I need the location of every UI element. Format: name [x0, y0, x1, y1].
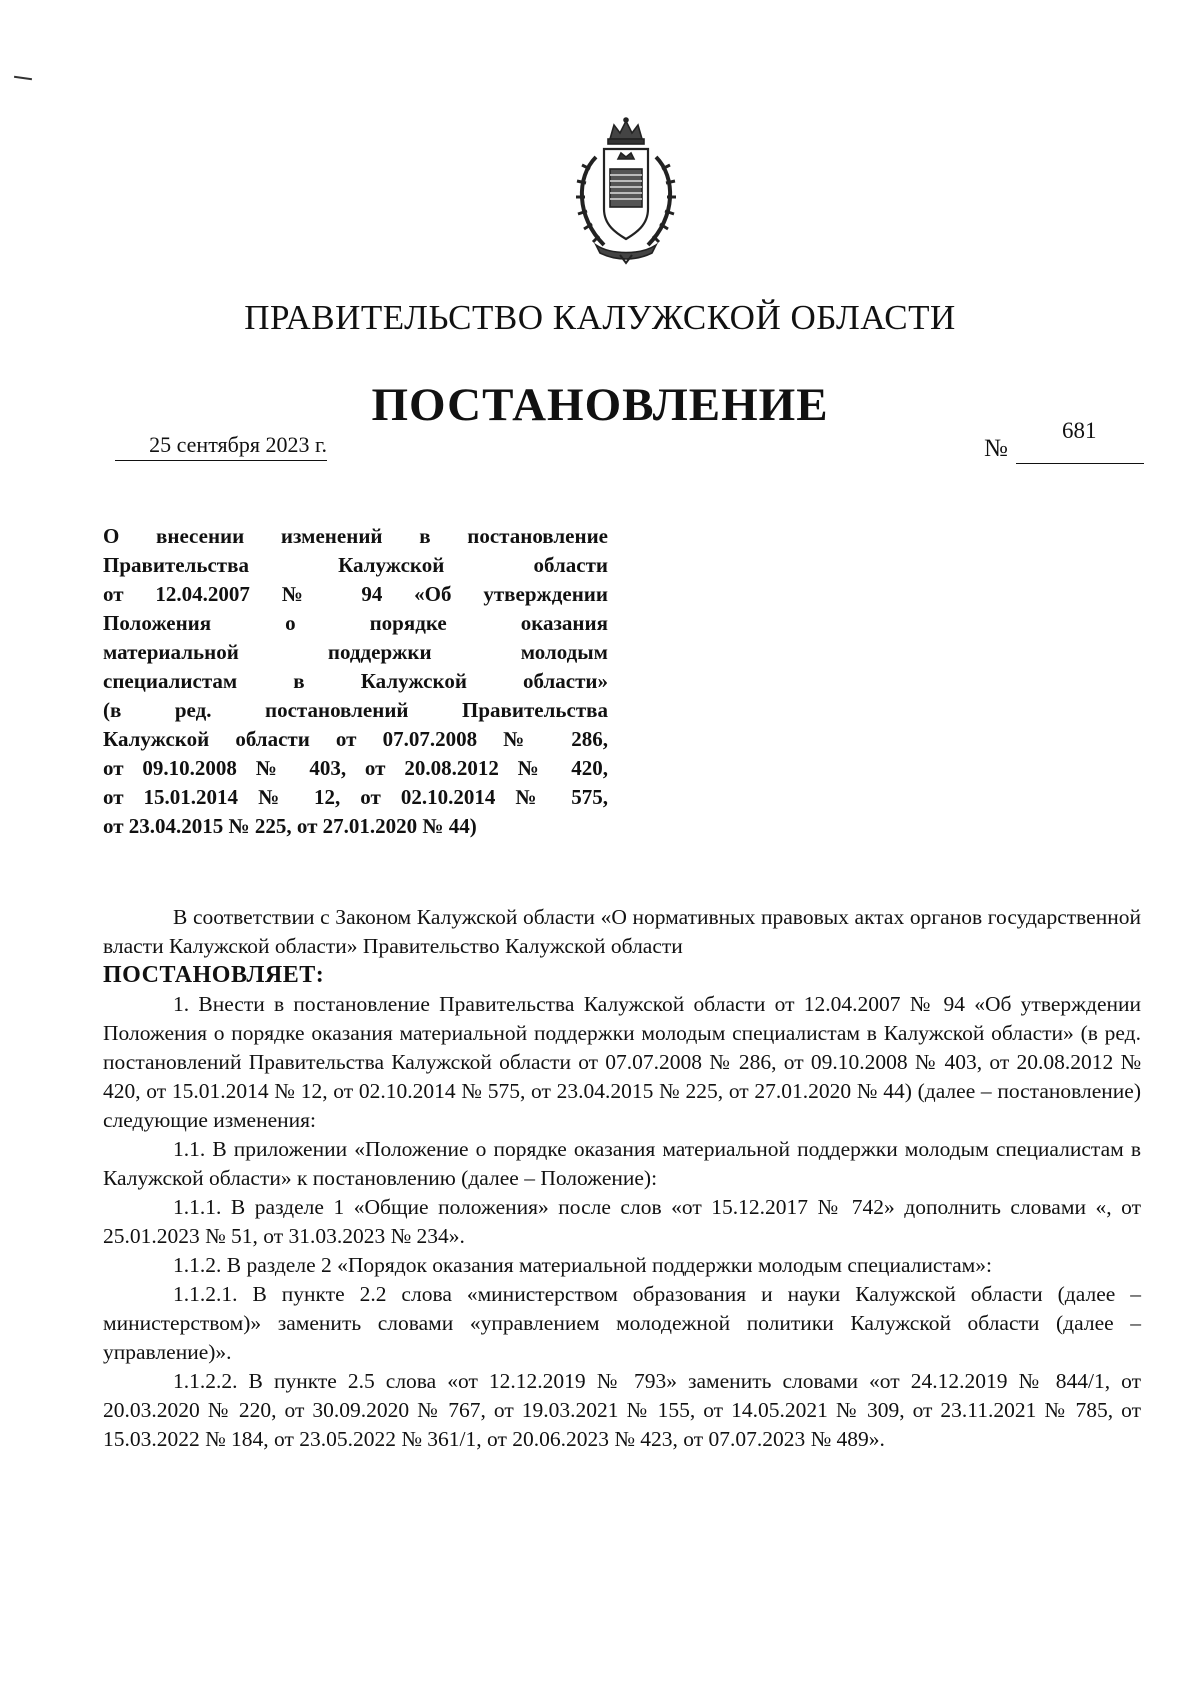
- subject-line: от 23.04.2015 № 225, от 27.01.2020 № 44): [103, 814, 477, 838]
- document-number: 681: [1062, 418, 1097, 443]
- subject-line: материальной поддержки молодым: [103, 640, 608, 664]
- paragraph-1: 1. Внести в постановление Правительства Калужской области от 12.04.2007 № 94 «Об утверждении Положения о порядке оказания материальной поддержки молодым специалистам в Калужской области» (в ред. постановлений Правительства Калужской области от 07.07.2008 № 286, от 09.10.2008 № 403, от 20.08.2012 № 420, от 15.01.2014 № 12, от 02.10.2014 № 575, от 23.04.2015 № 225, от 27.01.2020 № 44) (далее – постановление) следующие изменения:: [103, 992, 1141, 1132]
- subject-line: (в ред. постановлений Правительства: [103, 698, 608, 722]
- document-body: [103, 903, 1141, 1454]
- subject-line: от 09.10.2008 № 403, от 20.08.2012 № 420,: [103, 756, 608, 780]
- number-underline: [1016, 463, 1144, 464]
- government-title: ПРАВИТЕЛЬСТВО КАЛУЖСКОЙ ОБЛАСТИ: [244, 298, 956, 337]
- subject-line: от 15.01.2014 № 12, от 02.10.2014 № 575,: [103, 785, 608, 809]
- subject-line: Правительства Калужской области: [103, 553, 608, 577]
- paragraph-1-1: 1.1. В приложении «Положение о порядке оказания материальной поддержки молодым специалистам в Калужской области» к постановлению (далее – Положение):: [103, 1137, 1141, 1190]
- document-date: 25 сентября 2023 г.: [115, 432, 327, 461]
- document-subject: [103, 522, 608, 841]
- paragraph-1-1-1: 1.1.1. В разделе 1 «Общие положения» после слов «от 15.12.2017 № 742» дополнить словами «, от 25.01.2023 № 51, от 31.03.2023 № 234».: [103, 1195, 1141, 1248]
- document-type: ПОСТАНОВЛЕНИЕ: [371, 379, 829, 431]
- subject-line: Калужской области от 07.07.2008 № 286,: [103, 727, 608, 751]
- subject-line: специалистам в Калужской области»: [103, 669, 608, 693]
- number-sign: №: [984, 435, 1008, 462]
- resolution-keyword-line: [103, 961, 1141, 990]
- subject-line: О внесении изменений в постановление: [103, 524, 608, 548]
- resolution-keyword: ПОСТАНОВЛЯЕТ:: [103, 962, 325, 988]
- preamble: В соответствии с Законом Калужской области «О нормативных правовых актах органов государственной власти Калужской области» Правительство Калужской области: [103, 905, 1141, 958]
- paragraph-1-1-2-1: 1.1.2.1. В пункте 2.2 слова «министерством образования и науки Калужской области (далее – министерством)» заменить словами «управлением молодежной политики Калужской области (далее – управление)».: [103, 1282, 1141, 1364]
- coat-of-arms-icon: [566, 117, 686, 267]
- paragraph-1-1-2: 1.1.2. В разделе 2 «Порядок оказания материальной поддержки молодым специалистам»:: [173, 1253, 992, 1277]
- subject-line: Положения о порядке оказания: [103, 611, 608, 635]
- subject-line: от 12.04.2007 № 94 «Об утверждении: [103, 582, 608, 606]
- scan-mark: [14, 76, 32, 80]
- paragraph-1-1-2-2: 1.1.2.2. В пункте 2.5 слова «от 12.12.2019 № 793» заменить словами «от 24.12.2019 № 844/1, от 20.03.2020 № 220, от 30.09.2020 № 767, от 19.03.2021 № 155, от 14.05.2021 № 309, от 23.11.2021 № 785, от 15.03.2022 № 184, от 23.05.2022 № 361/1, от 20.06.2023 № 423, от 07.07.2023 № 489».: [103, 1369, 1141, 1451]
